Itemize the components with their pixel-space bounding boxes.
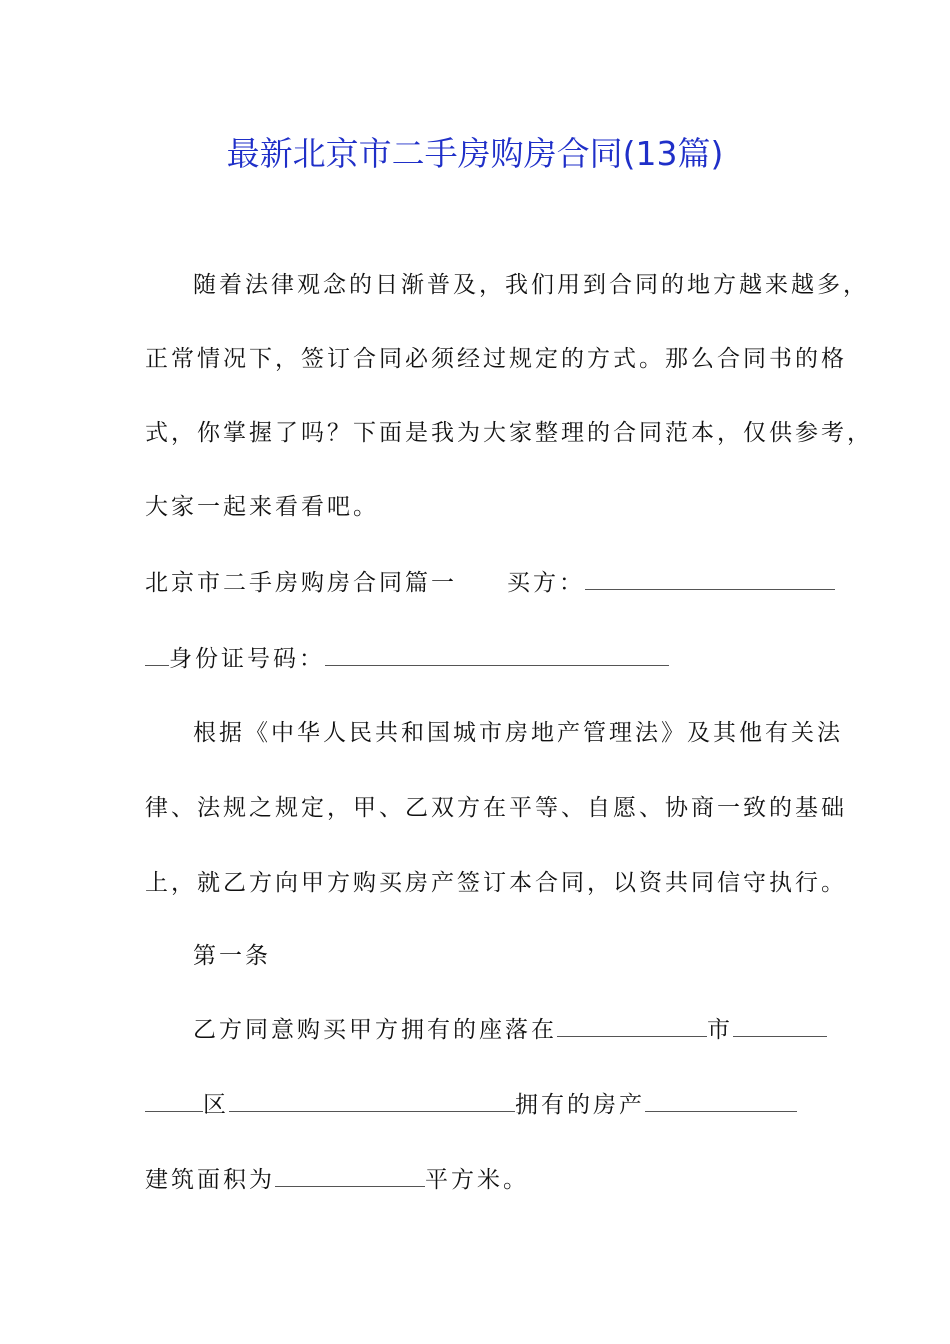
- address-blank[interactable]: [229, 1091, 515, 1112]
- intro-line-2: 正常情况下，签订合同必须经过规定的方式。那么合同书的格: [145, 346, 847, 372]
- area-label: 建筑面积为: [145, 1167, 275, 1193]
- article-1-heading: 第一条: [193, 943, 271, 969]
- article-1-line-3: [145, 1165, 815, 1195]
- section-heading: 北京市二手房购房合同篇一: [145, 570, 457, 596]
- area-blank[interactable]: [275, 1166, 425, 1187]
- intro-line-1: 随着法律观念的日渐普及，我们用到合同的地方越来越多，: [193, 272, 869, 298]
- property-blank[interactable]: [645, 1091, 797, 1112]
- location-text: 乙方同意购买甲方拥有的座落在: [193, 1017, 557, 1043]
- owned-property-label: 拥有的房产: [515, 1092, 645, 1118]
- article-1-line-1: [193, 1015, 863, 1045]
- id-label: 身份证号码：: [169, 646, 325, 672]
- basis-line-1: 根据《中华人民共和国城市房地产管理法》及其他有关法: [193, 720, 843, 746]
- buyer-line: [145, 568, 815, 598]
- page-title: 最新北京市二手房购房合同(13篇): [226, 134, 724, 173]
- id-line: [145, 644, 815, 674]
- area-unit: 平方米。: [425, 1167, 529, 1193]
- intro-line-4: 大家一起来看看吧。: [145, 494, 379, 520]
- district-label: 区: [203, 1092, 229, 1118]
- district-blank-continued[interactable]: [145, 1091, 203, 1112]
- district-blank[interactable]: [733, 1016, 827, 1037]
- buyer-blank[interactable]: [585, 569, 835, 590]
- intro-line-3: 式，你掌握了吗？下面是我为大家整理的合同范本，仅供参考，: [145, 420, 873, 446]
- basis-line-3: 上，就乙方向甲方购买房产签订本合同，以资共同信守执行。: [145, 870, 847, 896]
- basis-line-2: 律、法规之规定，甲、乙双方在平等、自愿、协商一致的基础: [145, 795, 847, 821]
- id-number-blank[interactable]: [325, 645, 669, 666]
- buyer-label: 买方：: [507, 570, 585, 596]
- article-1-line-2: [145, 1090, 815, 1120]
- city-label: 市: [707, 1017, 733, 1043]
- city-blank[interactable]: [557, 1016, 707, 1037]
- buyer-blank-continued[interactable]: [145, 645, 169, 666]
